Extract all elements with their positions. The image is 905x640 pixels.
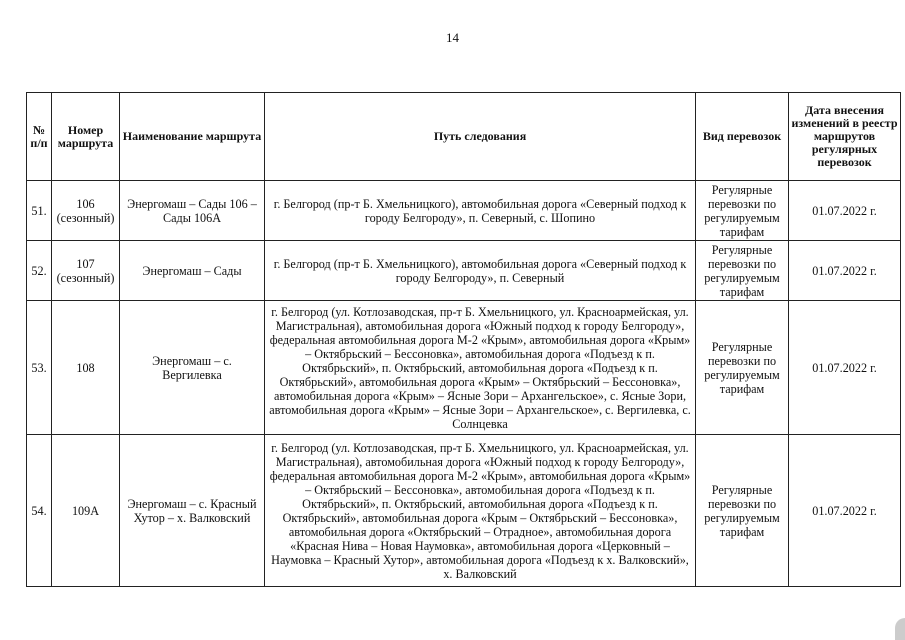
cell-date: 01.07.2022 г. [789,241,901,301]
cell-transport-type: Регулярные перевозки по регулируемым тарифам [696,301,789,435]
table-header-row [27,93,901,181]
cell-route-name: Энергомаш – Сады 106 – Сады 106А [120,181,265,241]
header-transport-type: Вид перевозок [696,93,789,181]
table-row [27,301,901,435]
header-route-number: Номер маршрута [52,93,120,181]
cell-route-name: Энергомаш – с. Вергилевка [120,301,265,435]
cell-path: г. Белгород (ул. Котлозаводская, пр-т Б. Хмельницкого, ул. Красноармейская, ул. Магистральная), автомобильная дорога «Южный подход к городу Белгороду», федеральная автомобильная дорога М-2 «Крым», автомобильная дорога «Крым» – Октябрьский – Бессоновка», автомобильная дорога «Подъезд к п. Октябрьский», п. Октябрьский, автомобильная дорога «Подъезд к п. Октябрьский», автомобильная дорога «Крым – Октябрьский – Бессоновка», автомобильная дорога «Октябрьский – Отрадное», автомобильная дорога «Красная Нива – Новая Наумовка», автомобильная дорога «Церковный – Наумовка – Красный Хутор», автомобильная дорога «Подъезд к х. Валковский», х. Валковский [265,435,696,587]
cell-num: 53. [27,301,52,435]
cell-date: 01.07.2022 г. [789,181,901,241]
cell-transport-type: Регулярные перевозки по регулируемым тарифам [696,241,789,301]
cell-route-name: Энергомаш – Сады [120,241,265,301]
cell-route-name: Энергомаш – с. Красный Хутор – х. Валковский [120,435,265,587]
routes-table [26,92,901,587]
cell-path: г. Белгород (пр-т Б. Хмельницкого), автомобильная дорога «Северный подход к городу Белгороду», п. Северный, с. Шопино [265,181,696,241]
table-row [27,435,901,587]
cell-path: г. Белгород (пр-т Б. Хмельницкого), автомобильная дорога «Северный подход к городу Белгороду», п. Северный [265,241,696,301]
cell-num: 52. [27,241,52,301]
table-row [27,181,901,241]
header-num: № п/п [27,93,52,181]
page-number: 14 [446,30,459,45]
header-route-name: Наименование маршрута [120,93,265,181]
header-date: Дата внесения изменений в реестр маршрутов регулярных перевозок [789,93,901,181]
cell-date: 01.07.2022 г. [789,301,901,435]
cell-route-number: 106 (сезонный) [52,181,120,241]
cell-route-number: 107 (сезонный) [52,241,120,301]
cell-num: 51. [27,181,52,241]
cell-route-number: 108 [52,301,120,435]
scan-edge-mark [895,618,905,640]
cell-transport-type: Регулярные перевозки по регулируемым тарифам [696,181,789,241]
cell-route-number: 109А [52,435,120,587]
table-row [27,241,901,301]
header-path: Путь следования [265,93,696,181]
cell-date: 01.07.2022 г. [789,435,901,587]
cell-path: г. Белгород (ул. Котлозаводская, пр-т Б. Хмельницкого, ул. Красноармейская, ул. Магистральная), автомобильная дорога «Южный подход к городу Белгороду», федеральная автомобильная дорога М-2 «Крым», автомобильная дорога «Крым» – Октябрьский – Бессоновка», автомобильная дорога «Подъезд к п. Октябрьский», п. Октябрьский, автомобильная дорога «Подъезд к п. Октябрьский», автомобильная дорога «Крым» – Октябрьский – Бессоновка», автомобильная дорога «Крым» – Ясные Зори – Архангельское», с. Ясные Зори, автомобильная дорога «Крым» – Ясные Зори – Архангельское», с. Вергилевка, с. Солнцевка [265,301,696,435]
cell-transport-type: Регулярные перевозки по регулируемым тарифам [696,435,789,587]
cell-num: 54. [27,435,52,587]
